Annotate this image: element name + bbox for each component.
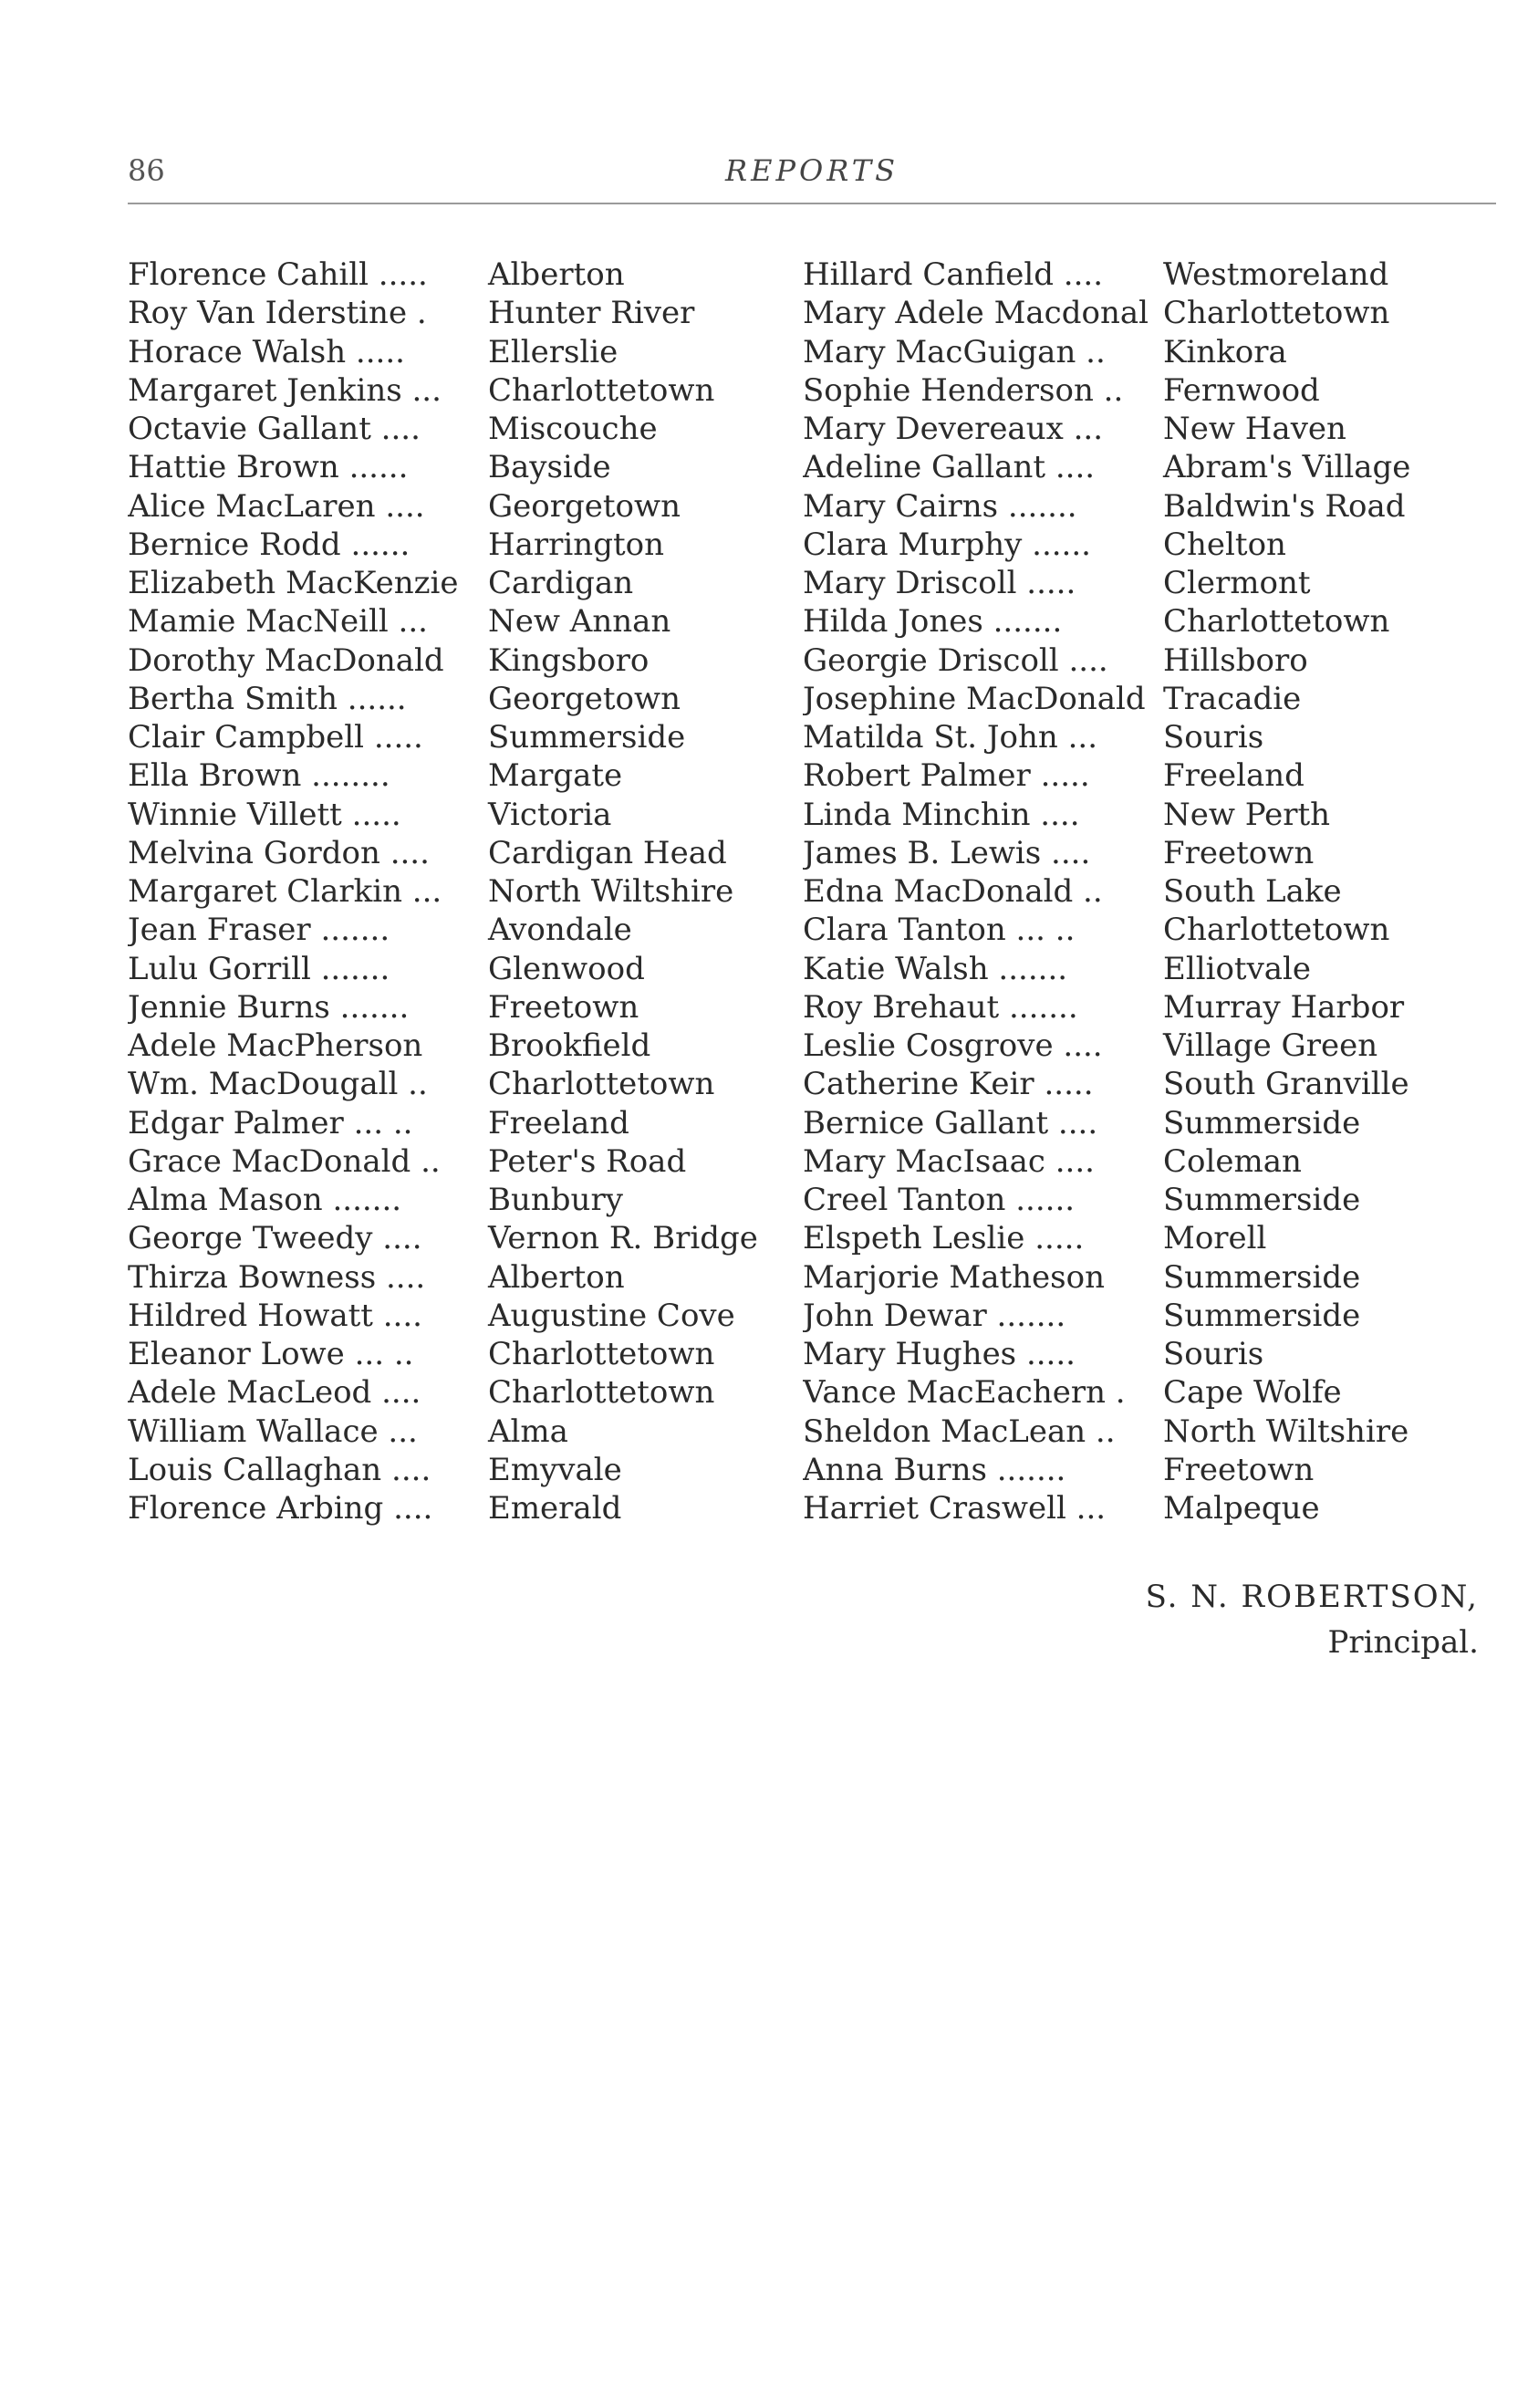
student-hometown: Georgetown [488,487,681,525]
list-item [128,756,758,795]
list-item [128,641,758,680]
student-name: Hillard Canfield .... [803,256,1104,293]
student-hometown: Charlottetown [488,371,715,409]
student-name: Bertha Smith ...... [128,680,407,717]
student-hometown: Summerside [1163,1104,1361,1141]
list-item [803,1181,1410,1219]
list-item [128,1258,758,1297]
student-name: Georgie Driscoll .... [803,641,1108,679]
list-item [803,834,1410,872]
student-hometown: Morell [1163,1220,1267,1257]
list-item [128,911,758,949]
student-hometown: Clermont [1163,565,1311,601]
student-name: Melvina Gordon .... [128,834,430,871]
student-hometown: Emerald [488,1490,622,1527]
list-item [128,718,758,756]
list-item [803,796,1410,834]
list-item [128,988,758,1027]
student-hometown: Summerside [488,719,686,756]
list-item [128,294,758,332]
list-item [128,526,758,564]
student-name: Mary Devereaux ... [803,411,1104,447]
student-name: Jean Fraser ....... [128,912,390,949]
student-name: George Tweedy .... [128,1220,422,1257]
student-hometown: Chelton [1163,526,1286,563]
student-hometown: North Wiltshire [1163,1412,1409,1450]
list-item [128,796,758,834]
student-name: John Dewar ....... [803,1297,1066,1334]
student-name: Hildred Howatt .... [128,1297,422,1334]
student-name: Mary Driscoll ..... [803,565,1076,601]
list-item [128,448,758,486]
list-item [803,1335,1410,1373]
student-hometown: Village Green [1163,1027,1378,1064]
student-name: Eleanor Lowe ... .. [128,1336,414,1372]
student-hometown: Kinkora [1163,333,1287,370]
student-name: Grace MacDonald .. [128,1142,441,1180]
list-item [128,487,758,526]
student-hometown: New Perth [1163,796,1331,833]
list-item [128,1104,758,1142]
list-item [128,1297,758,1335]
student-hometown: Peter's Road [488,1142,687,1180]
student-name: Robert Palmer ..... [803,757,1090,795]
student-hometown: Charlottetown [1163,295,1390,332]
list-item [803,294,1410,332]
student-name: Ella Brown ........ [128,757,390,795]
student-name: Clair Campbell ..... [128,719,423,756]
student-hometown: Brookfield [488,1027,651,1064]
student-name: Thirza Bowness .... [128,1258,426,1296]
student-name: Alice MacLaren .... [128,487,425,525]
left-column-list [128,255,758,1527]
student-hometown: Freetown [488,988,639,1026]
student-hometown: South Lake [1163,873,1342,910]
list-item [128,680,758,718]
student-name: Mary Hughes ..... [803,1336,1076,1372]
list-item [128,1181,758,1219]
student-hometown: Souris [1163,1336,1264,1372]
student-name: Mary MacGuigan .. [803,333,1106,370]
student-name: Vance MacEachern . [803,1374,1126,1412]
student-hometown: Alberton [488,256,625,293]
list-item [128,872,758,911]
student-hometown: Alberton [488,1258,625,1296]
student-name: Bernice Rodd ...... [128,526,411,563]
student-hometown: Miscouche [488,411,658,447]
list-item [128,602,758,641]
student-hometown: Victoria [488,796,612,833]
student-hometown: Harrington [488,526,664,563]
student-name: Adeline Gallant .... [803,449,1096,486]
student-name: Adele MacPherson [128,1027,423,1064]
student-name: Katie Walsh ....... [803,950,1068,987]
list-item [803,756,1410,795]
list-item [803,1489,1410,1527]
list-item [128,1373,758,1412]
list-item [803,872,1410,911]
list-item [803,1451,1410,1489]
student-hometown: Hunter River [488,295,695,332]
student-hometown: Coleman [1163,1142,1302,1180]
list-item [803,1297,1410,1335]
right-column-list [803,255,1410,1527]
list-item [803,1104,1410,1142]
student-name: Hattie Brown ...... [128,449,409,486]
student-name: Adele MacLeod .... [128,1374,421,1412]
list-item [128,564,758,602]
student-hometown: Baldwin's Road [1163,487,1406,525]
student-hometown: Cardigan [488,565,634,601]
student-hometown: Glenwood [488,950,645,987]
student-hometown: Summerside [1163,1297,1361,1334]
student-hometown: Summerside [1163,1258,1361,1296]
list-item [128,1335,758,1373]
page-header [128,153,1496,199]
student-hometown: Freeland [488,1104,629,1141]
list-item [803,680,1410,718]
student-hometown: Freeland [1163,757,1305,795]
student-name: William Wallace ... [128,1412,418,1450]
student-name: Harriet Craswell ... [803,1490,1107,1527]
list-item [803,950,1410,988]
student-name: Linda Minchin .... [803,796,1080,833]
student-hometown: Georgetown [488,680,681,717]
student-name: Louis Callaghan .... [128,1451,431,1488]
list-item [128,1412,758,1451]
student-hometown: Ellerslie [488,333,618,370]
list-item [803,255,1410,294]
student-hometown: Summerside [1163,1182,1361,1218]
student-hometown: New Haven [1163,411,1346,447]
list-item [803,602,1410,641]
list-item [128,255,758,294]
student-hometown: Cape Wolfe [1163,1374,1342,1412]
student-name: Anna Burns ....... [803,1451,1066,1488]
list-item [803,1219,1410,1257]
list-item [803,1142,1410,1181]
student-name: Marjorie Matheson [803,1258,1105,1296]
list-item [803,1065,1410,1103]
student-name: Margaret Jenkins ... [128,371,442,409]
student-hometown: Elliotvale [1163,950,1312,987]
header-rule [128,203,1496,204]
signature-title: Principal. [1327,1624,1479,1661]
list-item [128,950,758,988]
student-hometown: Charlottetown [488,1336,715,1372]
student-hometown: Fernwood [1163,371,1320,409]
list-item [128,834,758,872]
student-hometown: Charlottetown [488,1066,715,1103]
student-hometown: Margate [488,757,623,795]
student-hometown: North Wiltshire [488,873,734,910]
student-name: Winnie Villett ..... [128,796,401,833]
student-name: Edna MacDonald .. [803,873,1103,910]
student-hometown: Abram's Village [1163,449,1411,486]
student-name: Hilda Jones ....... [803,603,1063,641]
signature-name: S. N. ROBERTSON, [1145,1579,1479,1615]
student-hometown: South Granville [1163,1066,1409,1103]
student-hometown: Westmoreland [1163,256,1389,293]
list-item [803,333,1410,371]
list-item [803,526,1410,564]
list-item [128,1489,758,1527]
list-item [128,1451,758,1489]
list-item [128,1027,758,1065]
student-hometown: Charlottetown [488,1374,715,1412]
list-item [803,1027,1410,1065]
student-name: Clara Murphy ...... [803,526,1091,563]
student-name: Alma Mason ....... [128,1182,402,1218]
student-hometown: Vernon R. Bridge [488,1220,758,1257]
student-name: Roy Brehaut ....... [803,988,1078,1026]
student-hometown: New Annan [488,603,671,641]
student-name: Mary Cairns ....... [803,487,1077,525]
student-hometown: Freetown [1163,1451,1315,1488]
list-item [128,371,758,410]
student-name: Clara Tanton ... .. [803,912,1076,949]
page-number: 86 [128,153,165,188]
student-hometown: Bayside [488,449,611,486]
student-hometown: Charlottetown [1163,603,1390,641]
student-hometown: Tracadie [1163,680,1302,717]
list-item [128,410,758,448]
student-hometown: Alma [488,1412,568,1450]
student-hometown: Freetown [1163,834,1315,871]
student-name: Josephine MacDonald [803,680,1146,717]
list-item [128,1219,758,1257]
student-name: Florence Arbing .... [128,1490,433,1527]
list-item [803,371,1410,410]
student-name: James B. Lewis .... [803,834,1091,871]
student-name: Octavie Gallant .... [128,411,421,447]
list-item [803,988,1410,1027]
student-name: Sophie Henderson .. [803,371,1124,409]
list-item [803,1412,1410,1451]
student-name: Wm. MacDougall .. [128,1066,428,1103]
student-name: Matilda St. John ... [803,719,1098,756]
list-item [803,718,1410,756]
student-hometown: Emyvale [488,1451,622,1488]
list-item [803,564,1410,602]
student-name: Mamie MacNeill ... [128,603,428,641]
student-hometown: Souris [1163,719,1264,756]
student-name: Lulu Gorrill ....... [128,950,390,987]
running-head: REPORTS [724,153,899,188]
student-hometown: Avondale [488,912,632,949]
student-name: Horace Walsh ..... [128,333,405,370]
student-hometown: Hillsboro [1163,641,1308,679]
student-name: Bernice Gallant .... [803,1104,1098,1141]
student-name: Sheldon MacLean .. [803,1412,1116,1450]
student-hometown: Augustine Cove [488,1297,735,1334]
student-name: Florence Cahill ..... [128,256,428,293]
list-item [803,448,1410,486]
list-item [128,1142,758,1181]
list-item [803,487,1410,526]
student-name: Elspeth Leslie ..... [803,1220,1085,1257]
list-item [803,1373,1410,1412]
student-hometown: Murray Harbor [1163,988,1405,1026]
student-hometown: Cardigan Head [488,834,727,871]
student-hometown: Charlottetown [1163,912,1390,949]
student-name: Catherine Keir ..... [803,1066,1094,1103]
list-item [803,911,1410,949]
student-name: Leslie Cosgrove .... [803,1027,1103,1064]
student-name: Edgar Palmer ... .. [128,1104,413,1141]
student-name: Mary Adele Macdonal [803,295,1149,332]
student-name: Roy Van Iderstine . [128,295,427,332]
student-hometown: Bunbury [488,1182,623,1218]
student-name: Elizabeth MacKenzie [128,565,459,601]
student-name: Margaret Clarkin ... [128,873,442,910]
student-name: Creel Tanton ...... [803,1182,1076,1218]
list-item [803,410,1410,448]
list-item [128,1065,758,1103]
list-item [803,641,1410,680]
student-name: Mary MacIsaac .... [803,1142,1095,1180]
signature-block [1146,1574,1479,1665]
list-item [128,333,758,371]
student-hometown: Kingsboro [488,641,650,679]
student-name: Dorothy MacDonald [128,641,444,679]
list-item [803,1258,1410,1297]
student-name: Jennie Burns ....... [128,988,410,1026]
student-hometown: Malpeque [1163,1490,1320,1527]
